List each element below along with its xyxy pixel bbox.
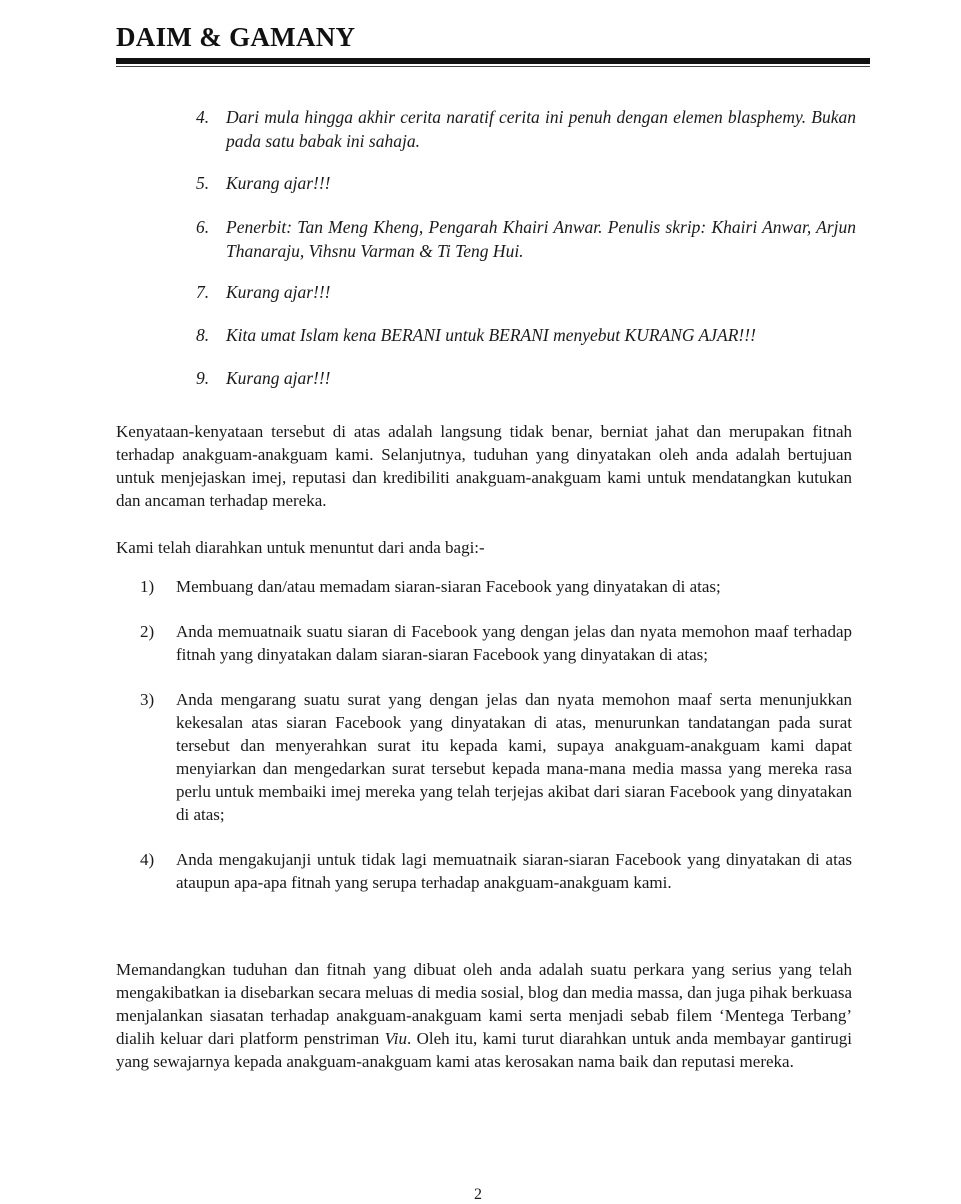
demand-item xyxy=(140,848,852,894)
demand-text: Anda mengakujanji untuk tidak lagi memuatnaik siaran-siaran Facebook yang dinyatakan di atas ataupun apa-apa fitnah yang serupa terhadap anakguam-anakguam kami. xyxy=(176,850,852,892)
demand-text: Membuang dan/atau memadam siaran-siaran Facebook yang dinyatakan di atas; xyxy=(176,577,721,596)
firm-letterhead: DAIM & GAMANY xyxy=(116,22,356,52)
letterhead-rule xyxy=(116,58,870,64)
damages-paragraph xyxy=(116,958,852,1073)
quoted-statement xyxy=(196,171,856,195)
statement-text: Kurang ajar!!! xyxy=(226,368,331,388)
demand-text: Anda memuatnaik suatu siaran di Facebook yang dengan jelas dan nyata memohon maaf terhadap fitnah yang dinyatakan dalam siaran-siaran Facebook yang dinyatakan di atas; xyxy=(176,622,852,664)
quoted-statement xyxy=(196,280,856,304)
demands-list xyxy=(140,575,852,894)
list-number: 6. xyxy=(196,217,210,237)
quoted-statement xyxy=(196,366,856,390)
quoted-statement xyxy=(196,215,856,263)
statement-text: Kita umat Islam kena BERANI untuk BERANI menyebut KURANG AJAR!!! xyxy=(226,325,756,345)
demand-item xyxy=(140,620,852,666)
list-number: 3) xyxy=(140,690,155,709)
damages-text-part1: Memandangkan tuduhan dan fitnah yang dibuat oleh anda adalah suatu perkara yang serius yang telah mengakibatkan ia disebarkan secara meluas di media sosial, blog dan media massa, dan juga pihak berkuasa menjalankan siasatan terhadap anakguam-anakguam kami serta menjadi sebab filem ‘Mentega Terbang’ dialih keluar dari platform penstriman xyxy=(116,960,852,1048)
allegations-paragraph: Kenyataan-kenyataan tersebut di atas adalah langsung tidak benar, berniat jahat dan merupakan fitnah terhadap anakguam-anakguam kami. Selanjutnya, tuduhan yang dinyatakan oleh anda adalah bertujuan untuk menjejaskan imej, reputasi dan kredibiliti anakguam-anakguam kami untuk mendatangkan kutukan dan ancaman terhadap mereka. xyxy=(116,422,852,510)
demand-text: Anda mengarang suatu surat yang dengan jelas dan nyata memohon maaf serta menunjukkan kekesalan atas siaran Facebook yang dinyatakan di atas, menurunkan tandatangan pada surat tersebut dan menyerahkan surat itu kepada kami, supaya anakguam-anakguam kami dapat menyiarkan dan mengedarkan surat tersebut kepada mana-mana media massa yang mereka rasa perlu untuk membaiki imej mereka yang telah terjejas akibat dari siaran Facebook yang dinyatakan di atas; xyxy=(176,690,852,824)
statement-text: Kurang ajar!!! xyxy=(226,282,331,302)
page-number: 2 xyxy=(474,1186,482,1203)
list-number: 8. xyxy=(196,325,210,345)
instruction-paragraph: Kami telah diarahkan untuk menuntut dari anda bagi:- xyxy=(116,538,485,557)
list-number: 9. xyxy=(196,368,210,388)
quoted-statements-list xyxy=(196,105,856,390)
statement-text: Penerbit: Tan Meng Kheng, Pengarah Khairi Anwar. Penulis skrip: Khairi Anwar, Arjun Thanaraju, Vihsnu Varman & Ti Teng Hui. xyxy=(226,217,856,261)
list-number: 4) xyxy=(140,850,155,869)
viu-platform-name: Viu xyxy=(384,1029,407,1048)
list-number: 2) xyxy=(140,622,155,641)
letterhead-rule-thin xyxy=(116,66,870,67)
statement-text: Kurang ajar!!! xyxy=(226,173,331,193)
list-number: 5. xyxy=(196,173,210,193)
statement-text: Dari mula hingga akhir cerita naratif cerita ini penuh dengan elemen blasphemy. Bukan pada satu babak ini sahaja. xyxy=(226,107,856,151)
list-number: 1) xyxy=(140,577,155,596)
list-number: 4. xyxy=(196,107,210,127)
list-number: 7. xyxy=(196,282,210,302)
demand-item xyxy=(140,575,852,598)
damages-text-part2: . Oleh itu, kami turut diarahkan untuk anda membayar gantirugi yang sewajarnya kepada anakguam-anakguam kami atas kerosakan nama baik dan reputasi mereka. xyxy=(116,1029,852,1071)
quoted-statement xyxy=(196,105,856,153)
quoted-statement xyxy=(196,323,856,347)
demand-item xyxy=(140,688,852,826)
